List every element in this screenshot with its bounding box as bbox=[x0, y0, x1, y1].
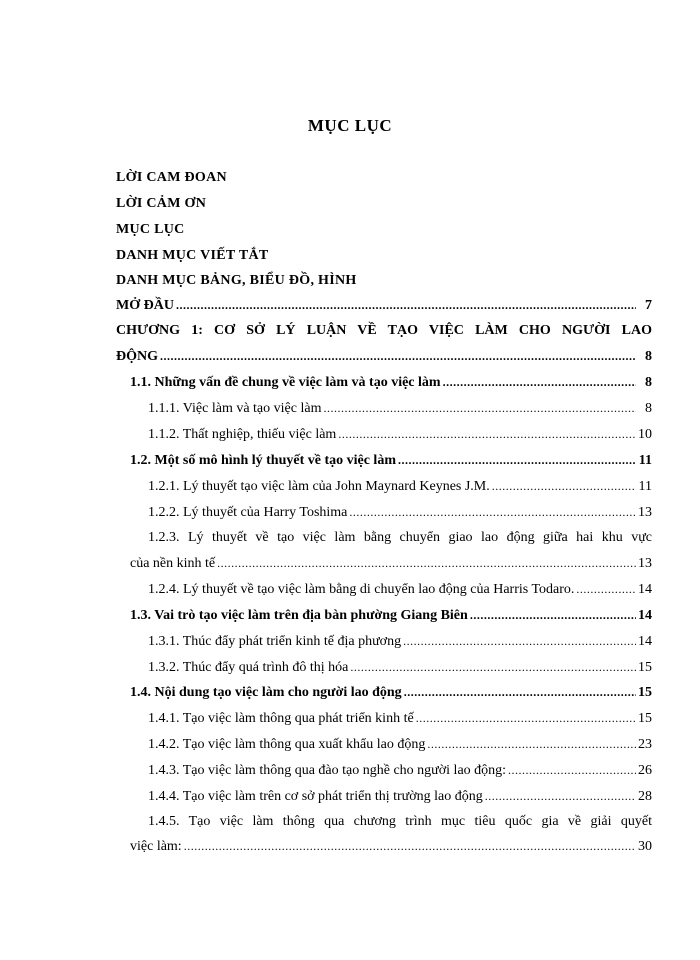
dot-leader bbox=[416, 711, 636, 726]
dot-leader bbox=[217, 556, 636, 571]
toc-label: 1.1.1. Việc làm và tạo việc làm bbox=[148, 401, 322, 416]
dot-leader bbox=[576, 582, 636, 597]
dot-leader bbox=[443, 375, 636, 390]
toc-page-number: 14 bbox=[638, 608, 652, 623]
toc-label: 1.2.4. Lý thuyết về tạo việc làm bằng di chuyển lao động của Harris Todaro. bbox=[148, 582, 575, 597]
toc-front-loi-cam-on[interactable]: LỜI CẢM ƠN bbox=[116, 196, 207, 211]
toc-chapter1-line1[interactable]: CHƯƠNG 1: CƠ SỞ LÝ LUẬN VỀ TẠO VIỆC LÀM CHO NGƯỜI LAO bbox=[116, 323, 652, 338]
dot-leader bbox=[427, 737, 636, 752]
toc-subsection-1-1-2[interactable] bbox=[148, 427, 652, 443]
toc-label: 1.2.1. Lý thuyết tạo việc làm của John Maynard Keynes J.M. bbox=[148, 479, 490, 494]
toc-front-muc-luc[interactable]: MỤC LỤC bbox=[116, 222, 185, 237]
toc-label: 1.4.4. Tạo việc làm trên cơ sở phát triển thị trường lao động bbox=[148, 789, 483, 804]
toc-page-number: 14 bbox=[638, 582, 652, 597]
dot-leader bbox=[403, 634, 636, 649]
toc-subsection-1-3-2[interactable] bbox=[148, 660, 652, 676]
toc-page-number: 28 bbox=[638, 789, 652, 804]
toc-page-number: 15 bbox=[638, 711, 652, 726]
toc-page-number: 23 bbox=[638, 737, 652, 752]
dot-leader bbox=[184, 839, 636, 854]
toc-intro[interactable] bbox=[116, 298, 652, 314]
toc-label: 1.4.3. Tạo việc làm thông qua đào tạo nghề cho người lao động: bbox=[148, 763, 507, 778]
toc-subsection-1-2-1[interactable] bbox=[148, 479, 652, 495]
toc-label: ĐỘNG bbox=[116, 349, 158, 364]
toc-label: 1.1. Những vấn đề chung về việc làm và tạo việc làm bbox=[130, 375, 441, 390]
dot-leader bbox=[349, 505, 636, 520]
toc-label: việc làm: bbox=[130, 839, 182, 854]
dot-leader bbox=[508, 763, 636, 778]
toc-label: 1.3.2. Thúc đẩy quá trình đô thị hóa bbox=[148, 660, 349, 675]
toc-front-loi-cam-doan[interactable]: LỜI CAM ĐOAN bbox=[116, 170, 227, 185]
toc-subsection-1-4-2[interactable] bbox=[148, 737, 652, 753]
dot-leader bbox=[470, 608, 636, 623]
toc-subsection-1-2-3-line1[interactable]: 1.2.3. Lý thuyết về tạo việc làm bằng chuyển giao lao động giữa hai khu vực bbox=[148, 530, 652, 545]
toc-section-1-4[interactable] bbox=[130, 685, 652, 701]
toc-page-number: 15 bbox=[638, 685, 652, 700]
toc-page-number: 13 bbox=[638, 556, 652, 571]
toc-subsection-1-3-1[interactable] bbox=[148, 634, 652, 650]
toc-label: của nền kinh tế bbox=[130, 556, 216, 571]
dot-leader bbox=[160, 349, 636, 364]
dot-leader bbox=[485, 789, 636, 804]
toc-section-1-2[interactable] bbox=[130, 453, 652, 469]
toc-section-1-3[interactable] bbox=[130, 608, 652, 624]
toc-subsection-1-4-1[interactable] bbox=[148, 711, 652, 727]
dot-leader bbox=[323, 401, 636, 416]
toc-label: 1.2. Một số mô hình lý thuyết về tạo việc làm bbox=[130, 453, 396, 468]
toc-label: 1.1.2. Thất nghiệp, thiếu việc làm bbox=[148, 427, 337, 442]
toc-page-number: 13 bbox=[638, 505, 652, 520]
toc-label: MỞ ĐẦU bbox=[116, 298, 174, 313]
page-title: MỤC LỤC bbox=[307, 116, 393, 135]
dot-leader bbox=[492, 479, 636, 494]
toc-label: 1.4.2. Tạo việc làm thông qua xuất khẩu lao động bbox=[148, 737, 426, 752]
toc-page-number: 30 bbox=[638, 839, 652, 854]
toc-page-number: 7 bbox=[645, 298, 652, 313]
dot-leader bbox=[338, 427, 636, 442]
toc-label: 1.3.1. Thúc đẩy phát triển kinh tế địa phương bbox=[148, 634, 402, 649]
toc-page-number: 8 bbox=[645, 349, 652, 364]
toc-front-danh-muc-bang[interactable]: DANH MỤC BẢNG, BIỂU ĐỒ, HÌNH bbox=[116, 273, 357, 288]
toc-page-number: 8 bbox=[645, 375, 652, 390]
toc-label: 1.4. Nội dung tạo việc làm cho người lao động bbox=[130, 685, 402, 700]
toc-page-number: 10 bbox=[638, 427, 652, 442]
toc-chapter1[interactable] bbox=[116, 349, 652, 365]
dot-leader bbox=[404, 685, 636, 700]
toc-page-number: 14 bbox=[638, 634, 652, 649]
toc-subsection-1-4-4[interactable] bbox=[148, 789, 652, 805]
toc-label: 1.3. Vai trò tạo việc làm trên địa bàn phường Giang Biên bbox=[130, 608, 468, 623]
toc-page-number: 26 bbox=[638, 763, 652, 778]
toc-page-number: 15 bbox=[638, 660, 652, 675]
toc-subsection-1-1-1[interactable] bbox=[148, 401, 652, 417]
toc-subsection-1-4-3[interactable] bbox=[148, 763, 652, 779]
toc-front-danh-muc-viet-tat[interactable]: DANH MỤC VIẾT TẮT bbox=[116, 248, 269, 263]
toc-section-1-1[interactable] bbox=[130, 375, 652, 391]
toc-subsection-1-4-5[interactable] bbox=[130, 839, 652, 855]
dot-leader bbox=[398, 453, 636, 468]
toc-subsection-1-2-4[interactable] bbox=[148, 582, 652, 598]
toc-subsection-1-2-2[interactable] bbox=[148, 505, 652, 521]
dot-leader bbox=[176, 298, 636, 313]
toc-subsection-1-2-3[interactable] bbox=[130, 556, 652, 572]
dot-leader bbox=[350, 660, 636, 675]
toc-label: 1.4.1. Tạo việc làm thông qua phát triển kinh tế bbox=[148, 711, 414, 726]
toc-page-number: 11 bbox=[638, 453, 652, 468]
toc-subsection-1-4-5-line1[interactable]: 1.4.5. Tạo việc làm thông qua chương trình mục tiêu quốc gia về giải quyết bbox=[148, 814, 652, 829]
toc-page-number: 8 bbox=[645, 401, 652, 416]
toc-page-number: 11 bbox=[638, 479, 652, 494]
toc-label: 1.2.2. Lý thuyết của Harry Toshima bbox=[148, 505, 348, 520]
